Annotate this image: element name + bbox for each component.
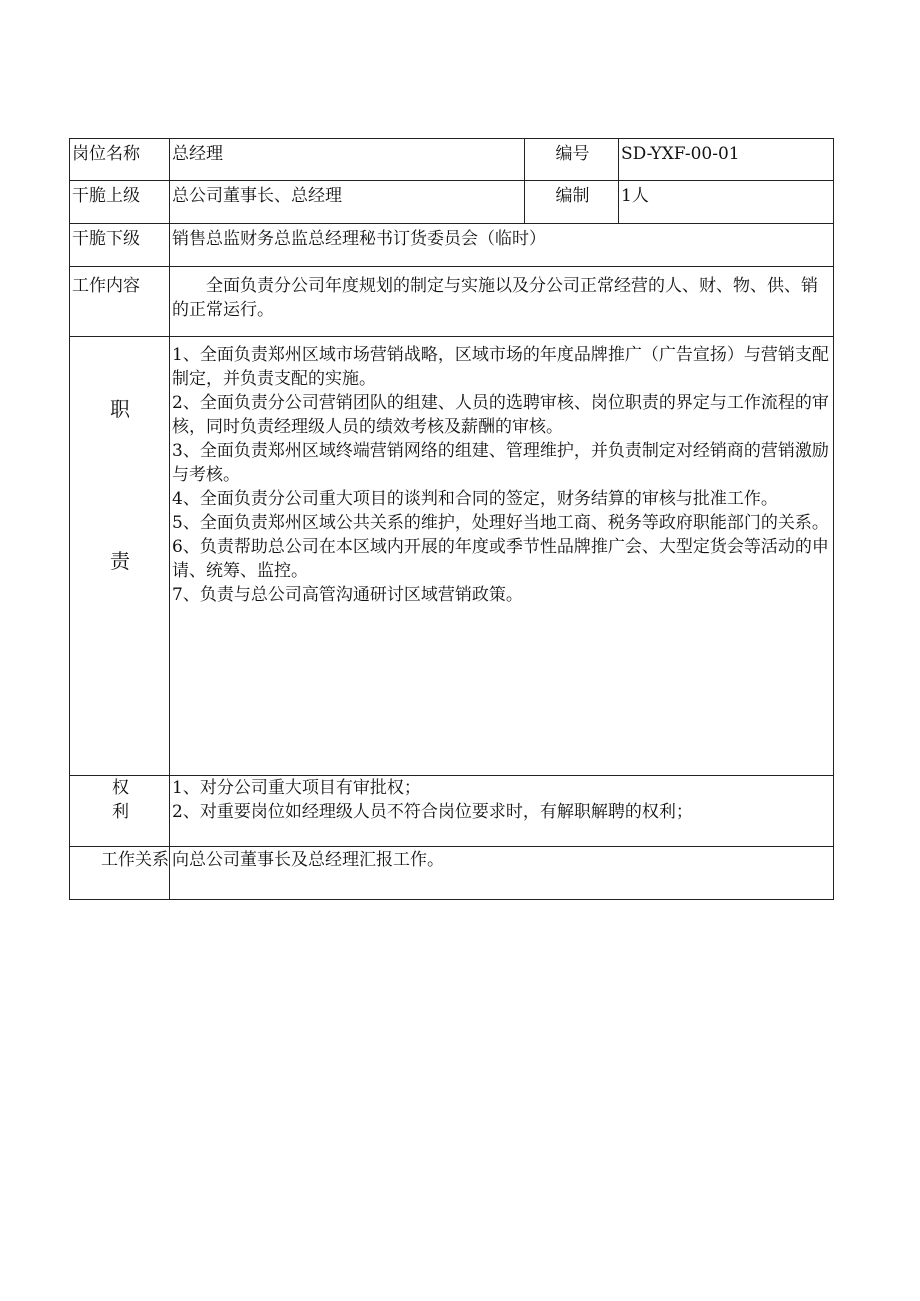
position-name-value: 总经理 — [170, 139, 525, 181]
work-relation-value: 向总公司董事长及总经理汇报工作。 — [170, 847, 834, 900]
rights-label — [70, 776, 170, 847]
duty-item-7: 7、负责与总公司高管沟通研讨区域营销政策。 — [172, 585, 523, 605]
rights-item-2: 2、对重要岗位如经理级人员不符合岗位要求时，有解职解聘的权利； — [172, 802, 693, 822]
duty-item-3: 3、全面负责郑州区域终端营销网络的组建、管理维护，并负责制定对经销商的营销激励与考核。 — [172, 441, 829, 485]
table-row-rights — [70, 776, 834, 847]
duty-item-4: 4、全面负责分公司重大项目的谈判和合同的签定，财务结算的审核与批准工作。 — [172, 489, 778, 509]
rights-item-1: 1、对分公司重大项目有审批权； — [172, 778, 421, 798]
table-row-work-content — [70, 267, 834, 337]
duty-item-6: 6、负责帮助总公司在本区域内开展的年度或季节性品牌推广会、大型定货会等活动的申请、统筹、监控。 — [172, 537, 829, 581]
superior-value: 总公司董事长、总经理 — [170, 181, 525, 224]
subordinate-label: 干脆下级 — [70, 224, 170, 267]
staff-quota-label: 编制 — [525, 181, 619, 224]
superior-label: 干脆上级 — [70, 181, 170, 224]
work-content-label: 工作内容 — [70, 267, 170, 337]
rights-label-top: 权 — [112, 778, 129, 798]
work-content-value: 全面负责分公司年度规划的制定与实施以及分公司正常经营的人、财、物、供、销的正常运行。 — [170, 267, 834, 337]
table-row-superior — [70, 181, 834, 224]
table-row-duties — [70, 337, 834, 776]
subordinate-value: 销售总监财务总监总经理秘书订货委员会（临时） — [170, 224, 834, 267]
code-label: 编号 — [525, 139, 619, 181]
duty-item-5: 5、全面负责郑州区域公共关系的维护，处理好当地工商、税务等政府职能部门的关系。 — [172, 513, 829, 533]
duties-label-bottom: 责 — [110, 549, 130, 573]
table-row-position-name — [70, 139, 834, 181]
duties-label-top: 职 — [110, 397, 130, 421]
job-description-table — [69, 138, 834, 900]
duties-list — [170, 337, 834, 776]
work-relation-label: 工作关系 — [70, 847, 170, 900]
table-row-work-relation — [70, 847, 834, 900]
staff-quota-value: 1人 — [619, 181, 834, 224]
code-value: SD-YXF-00-01 — [619, 139, 834, 181]
rights-list — [170, 776, 834, 847]
duty-item-1: 1、全面负责郑州区域市场营销战略，区域市场的年度品牌推广（广告宣扬）与营销支配制定，并负责支配的实施。 — [172, 345, 829, 389]
table-row-subordinate — [70, 224, 834, 267]
rights-label-bottom: 利 — [112, 802, 129, 822]
position-name-label: 岗位名称 — [70, 139, 170, 181]
duty-item-2: 2、全面负责分公司营销团队的组建、人员的选聘审核、岗位职责的界定与工作流程的审核，同时负责经理级人员的绩效考核及薪酬的审核。 — [172, 393, 829, 437]
duties-label — [70, 337, 170, 776]
